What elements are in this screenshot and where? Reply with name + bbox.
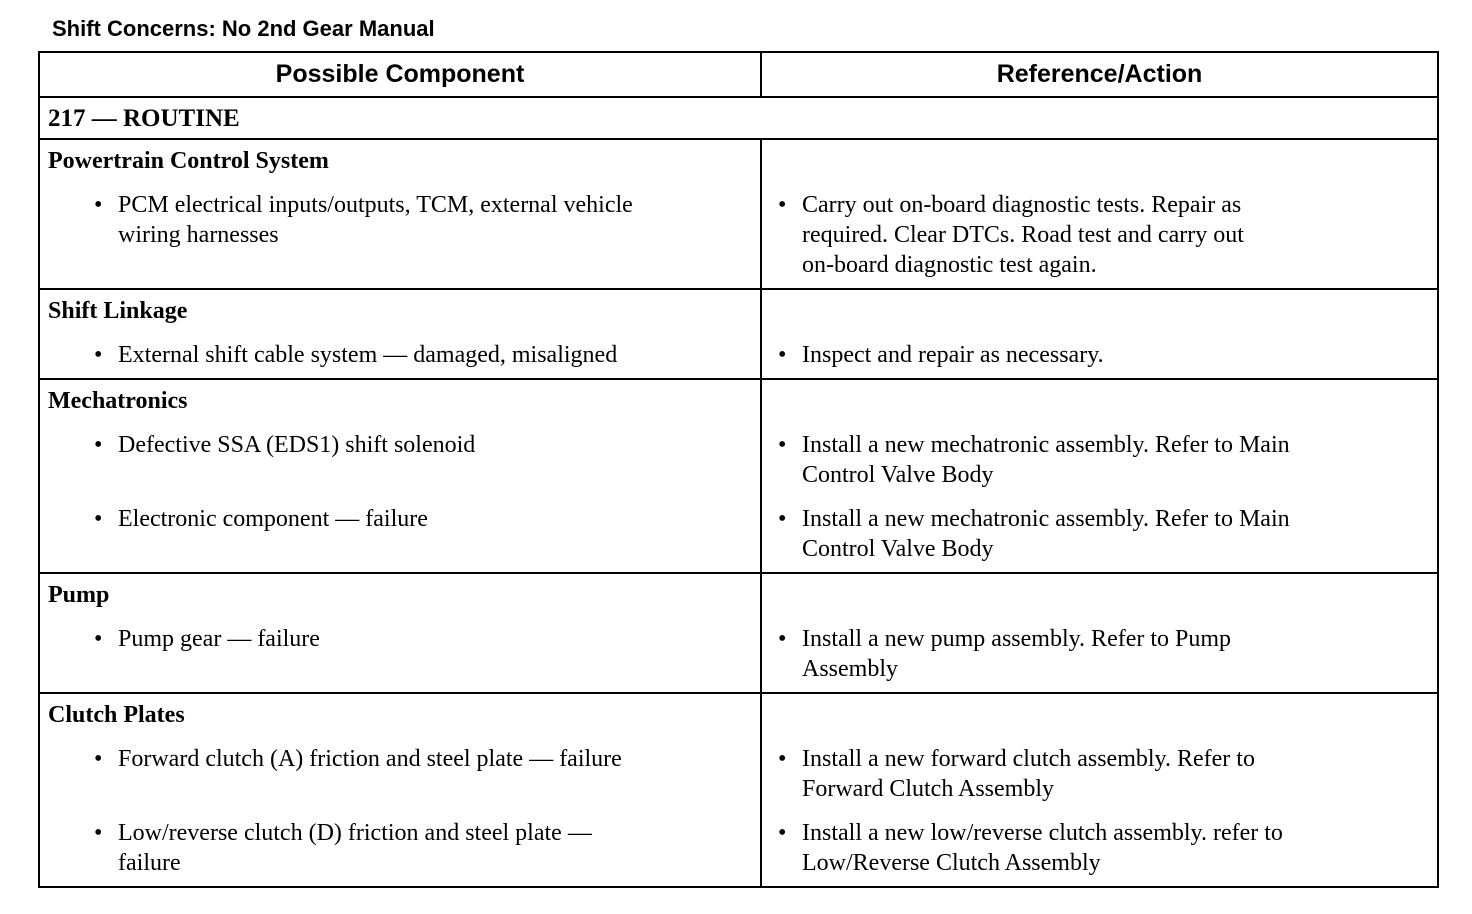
component-cell (39, 573, 761, 693)
table-header-row (39, 52, 1438, 97)
action-text: Install a new mechatronic assembly. Refer to Main Control Valve Body (802, 506, 1290, 562)
action-text: Inspect and repair as necessary. (802, 342, 1104, 368)
component-cell (39, 379, 761, 573)
list-item (770, 504, 1429, 564)
action-text: Install a new forward clutch assembly. Refer to Forward Clutch Assembly (802, 746, 1255, 802)
diagnosis-table (38, 51, 1439, 888)
list-item (48, 624, 752, 654)
list-item (770, 624, 1429, 684)
group-title: Clutch Plates (48, 702, 185, 728)
list-item (48, 430, 752, 460)
bullet-icon: • (778, 746, 787, 772)
component-text: Defective SSA (EDS1) shift solenoid (118, 432, 476, 458)
bullet-icon: • (94, 342, 103, 368)
bullet-icon: • (94, 820, 103, 846)
action-cell (761, 573, 1438, 693)
list-item (770, 744, 1429, 804)
group-title: Powertrain Control System (48, 148, 329, 174)
list-item (770, 818, 1429, 878)
bullet-icon: • (778, 342, 787, 368)
bullet-icon: • (778, 432, 787, 458)
bullet-icon: • (94, 192, 103, 218)
action-cell (761, 139, 1438, 289)
list-item (48, 190, 752, 250)
component-text: PCM electrical inputs/outputs, TCM, external vehicle wiring harnesses (118, 192, 633, 248)
bullet-icon: • (94, 506, 103, 532)
routine-code: 217 — ROUTINE (39, 97, 1438, 139)
component-text: Forward clutch (A) friction and steel plate — failure (118, 746, 622, 772)
routine-code-row (39, 97, 1438, 139)
component-cell (39, 289, 761, 379)
component-text: External shift cable system — damaged, misaligned (118, 342, 618, 368)
component-text: Pump gear — failure (118, 626, 320, 652)
group-title: Shift Linkage (48, 298, 188, 324)
column-header-reference-action: Reference/Action (761, 52, 1438, 97)
bullet-icon: • (94, 746, 103, 772)
list-item (770, 190, 1429, 280)
list-item (48, 744, 752, 774)
list-item (48, 818, 752, 878)
action-text: Install a new low/reverse clutch assembly. refer to Low/Reverse Clutch Assembly (802, 820, 1283, 876)
bullet-icon: • (778, 820, 787, 846)
group-title: Mechatronics (48, 388, 188, 414)
component-cell (39, 139, 761, 289)
document-title: Shift Concerns: No 2nd Gear Manual (52, 16, 435, 41)
bullet-icon: • (94, 432, 103, 458)
bullet-icon: • (778, 626, 787, 652)
action-text: Carry out on-board diagnostic tests. Repair as required. Clear DTCs. Road test and carry out on-board diagnostic test again. (802, 192, 1244, 278)
list-item (770, 340, 1429, 370)
group-title: Pump (48, 582, 110, 608)
table-row-group (39, 693, 1438, 887)
table-row-group (39, 379, 1438, 573)
list-item (48, 504, 752, 534)
action-text: Install a new pump assembly. Refer to Pump Assembly (802, 626, 1232, 682)
table-row-group (39, 573, 1438, 693)
component-cell (39, 693, 761, 887)
action-cell (761, 289, 1438, 379)
component-text: Electronic component — failure (118, 506, 428, 532)
list-item (770, 430, 1429, 490)
action-cell (761, 379, 1438, 573)
bullet-icon: • (778, 506, 787, 532)
component-text: Low/reverse clutch (D) friction and steel plate — failure (118, 820, 592, 876)
action-cell (761, 693, 1438, 887)
bullet-icon: • (778, 192, 787, 218)
action-text: Install a new mechatronic assembly. Refer to Main Control Valve Body (802, 432, 1290, 488)
column-header-possible-component: Possible Component (39, 52, 761, 97)
list-item (48, 340, 752, 370)
table-row-group (39, 289, 1438, 379)
bullet-icon: • (94, 626, 103, 652)
table-row-group (39, 139, 1438, 289)
